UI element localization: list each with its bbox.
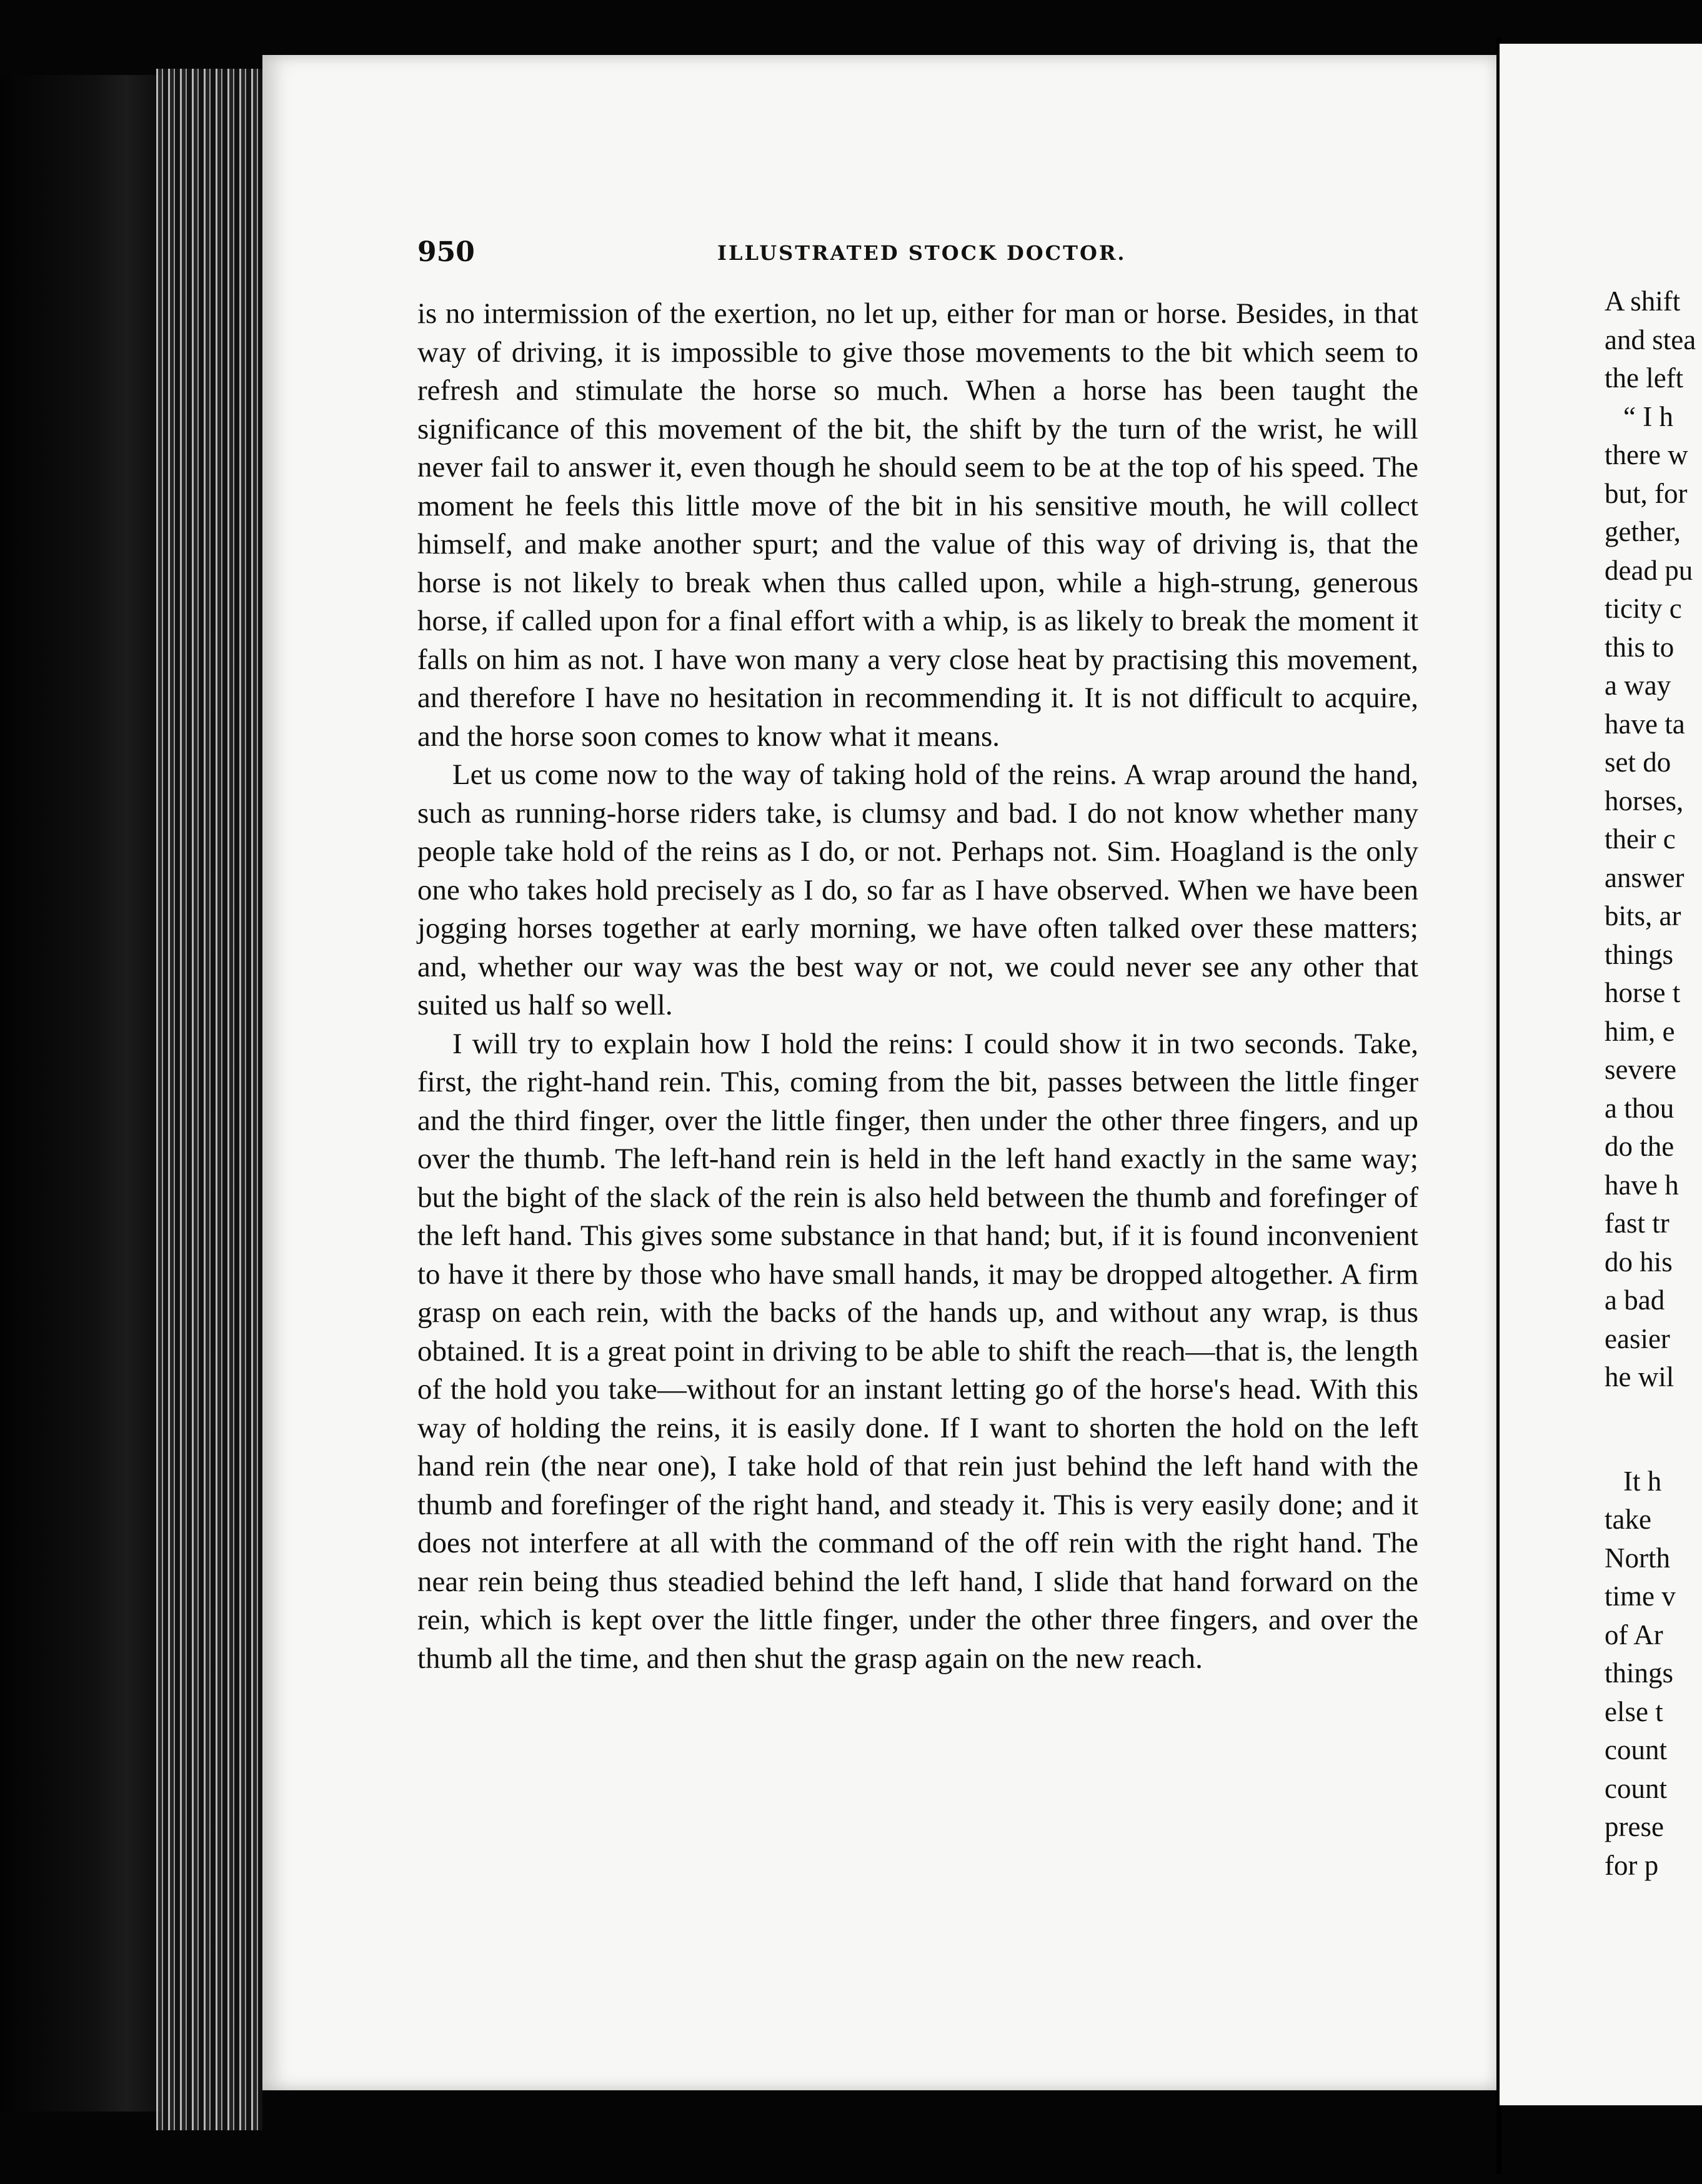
facing-line: A shift (1605, 285, 1681, 317)
facing-line: things (1605, 1657, 1674, 1689)
facing-line: and stea (1605, 324, 1696, 355)
facing-line: dead pu (1605, 554, 1693, 586)
body-text (417, 295, 1418, 1678)
facing-line: severe (1605, 1054, 1676, 1085)
facing-line: have ta (1605, 708, 1685, 740)
facing-line: there w (1605, 439, 1688, 470)
facing-line: answer (1605, 861, 1685, 893)
running-title: ILLUSTRATED STOCK DOCTOR. (717, 241, 1127, 265)
facing-line: do the (1605, 1131, 1675, 1162)
facing-line: easier (1605, 1323, 1670, 1354)
facing-line: horse t (1605, 977, 1681, 1008)
facing-line: count (1605, 1734, 1667, 1765)
facing-line: things (1605, 938, 1674, 970)
facing-line: fast tr (1605, 1208, 1670, 1239)
facing-line: for p (1605, 1849, 1659, 1881)
paragraph-1: is no intermission of the exertion, no let up, either for man or horse. Besides, in that way of driving, it is impossible to give those movements to the bit which seem to refresh and stimulate the horse so much. When a horse has been taught the significance of this movement of the bit, the shift by the turn of the wrist, he will never fail to answer it, even though he should seem to be at the top of his speed. The moment he feels this little move of the bit in his sensitive mouth, he will collect himself, and make another spurt; and the value of this way of driving is, that the horse is not likely to break when thus called upon, while a high-strung, generous horse, if called upon for a final effort with a whip, is as likely to break the moment it falls on him as not. I have won many a very close heat by practising this movement, and therefore I have no hesitation in recommending it. It is not difficult to acquire, and the horse soon comes to know what it means. (417, 297, 1418, 753)
facing-line: their c (1605, 823, 1676, 855)
facing-gap (1605, 1397, 1702, 1462)
facing-line: It h (1623, 1465, 1662, 1497)
facing-page-text (1605, 282, 1702, 1885)
facing-line: ticity c (1605, 593, 1682, 624)
page-number: 950 (417, 236, 475, 268)
facing-line: him, e (1605, 1015, 1675, 1047)
running-head (417, 236, 1467, 271)
facing-line: the left (1605, 362, 1684, 394)
facing-line: a thou (1605, 1092, 1675, 1124)
facing-line: a way (1605, 670, 1671, 701)
facing-line: of Ar (1605, 1619, 1663, 1650)
facing-line: count (1605, 1772, 1667, 1804)
paragraph-3: I will try to explain how I hold the reins: I could show it in two seconds. Take, first, the right-hand rein. This, coming from the bit, passes between the little finger and the third finger, over the little finger, then under the other three fingers, and up over the thumb. The left-hand rein is held in the left hand exactly in the same way; but the bight of the slack of the rein is also held between the thumb and forefinger of the left hand. This gives some substance in that hand; but, if it is found inconvenient to have it there by those who have small hands, it may be dropped altogether. A firm grasp on each rein, with the backs of the hands up, and without any wrap, is thus obtained. It is a great point in driving to be able to shift the reach—that is, the length of the hold you take—without for an instant letting go of the horse's head. With this way of holding the reins, it is easily done. If I want to shorten the hold on the left hand rein (the near one), I take hold of that rein just behind the left hand with the thumb and forefinger of the right hand, and steady it. This is very easily done; and it does not interfere at all with the command of the off rein with the right hand. The near rein being thus steadied behind the left hand, I slide that hand forward on the rein, which is kept over the little finger, under the other three fingers, and over the thumb all the time, and then shut the grasp again on the new reach. (417, 1027, 1418, 1675)
facing-line: prese (1605, 1811, 1664, 1842)
facing-line: set do (1605, 747, 1671, 778)
facing-line: North (1605, 1542, 1670, 1574)
facing-line: time v (1605, 1581, 1676, 1612)
book-spine (0, 75, 169, 2112)
facing-line: else t (1605, 1695, 1663, 1727)
facing-line: this to (1605, 631, 1675, 663)
facing-line: bits, ar (1605, 900, 1681, 931)
facing-line: a bad (1605, 1284, 1665, 1316)
facing-line: gether, (1605, 516, 1681, 547)
facing-line: “ I h (1623, 400, 1673, 432)
facing-line: but, for (1605, 477, 1688, 509)
facing-line: do his (1605, 1246, 1673, 1278)
paragraph-2: Let us come now to the way of taking hold of the reins. A wrap around the hand, such as running-horse riders take, is clumsy and bad. I do not know whether many people take hold of the reins as I do, or not. Perhaps not. Sim. Hoagland is the only one who takes hold precisely as I do, so far as I have observed. When we have been jogging horses together at early morning, we have often talked over these matters; and, whether our way was the best way or not, we could never see any other that suited us half so well. (417, 758, 1418, 1021)
facing-line: have h (1605, 1169, 1679, 1201)
facing-line: he wil (1605, 1361, 1675, 1392)
page-edges (156, 69, 262, 2130)
facing-line: take (1605, 1504, 1651, 1535)
facing-line: horses, (1605, 785, 1684, 817)
